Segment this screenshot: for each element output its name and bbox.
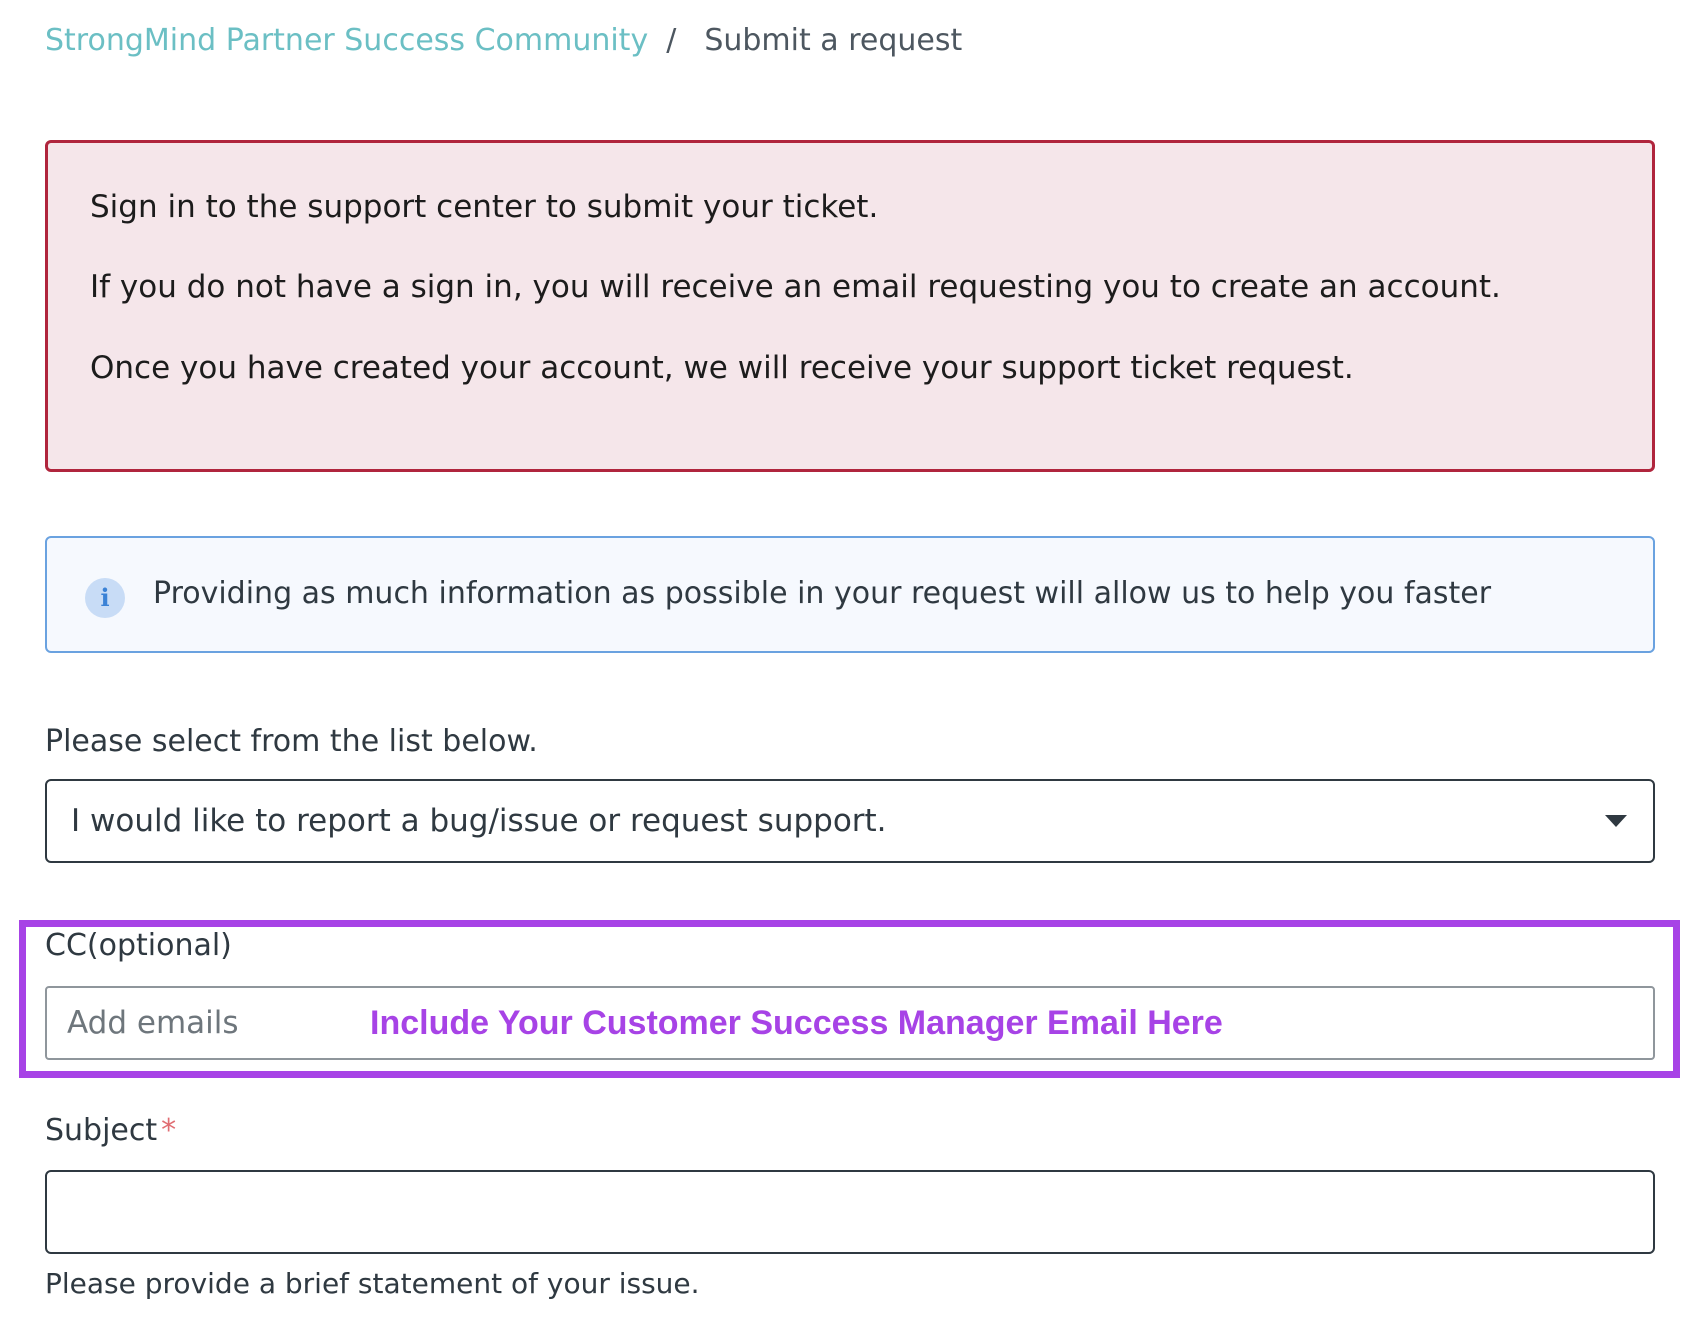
subject-label-text: Subject [45,1113,158,1148]
request-type-select[interactable] [45,779,1655,863]
breadcrumb-current: Submit a request [704,22,963,58]
cc-annotation: Include Your Customer Success Manager Email Here [370,1004,1223,1042]
breadcrumb-separator: / [666,22,677,58]
sign-in-alert [45,140,1655,472]
chevron-down-icon [1605,815,1627,827]
alert-line-account-created: Once you have created your account, we will receive your support ticket request. [90,350,1354,386]
request-type-label: Please select from the list below. [45,724,538,759]
cc-label: CC(optional) [45,928,232,963]
alert-line-no-account: If you do not have a sign in, you will receive an email requesting you to create an account. [90,269,1501,305]
breadcrumb [45,18,962,62]
breadcrumb-home-link[interactable]: StrongMind Partner Success Community [45,22,649,58]
alert-line-sign-in: Sign in to the support center to submit your ticket. [90,189,879,225]
subject-label [45,1113,176,1148]
info-text: Providing as much information as possible in your request will allow us to help you faster [153,576,1492,611]
cc-email-field[interactable] [45,986,1655,1060]
info-notice [45,536,1655,653]
required-marker: * [161,1113,177,1148]
cc-email-input[interactable] [67,998,387,1048]
subject-field[interactable] [45,1170,1655,1254]
info-icon: i [85,578,125,618]
subject-input[interactable] [63,1186,1633,1238]
request-type-selected-value: I would like to report a bug/issue or request support. [71,803,887,839]
subject-hint: Please provide a brief statement of your issue. [45,1267,700,1300]
